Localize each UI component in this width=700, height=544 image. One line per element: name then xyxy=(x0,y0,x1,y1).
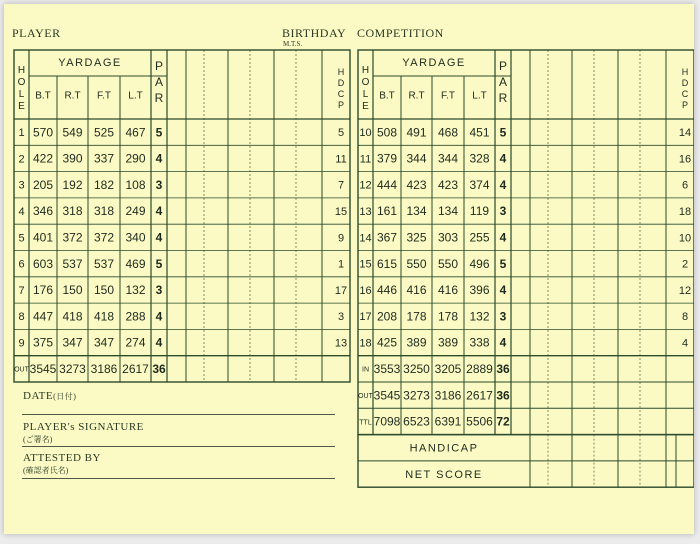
front-hole-number: 9 xyxy=(18,337,25,350)
back-hdcp-value: 18 xyxy=(678,205,692,218)
back-yardage-bt: 425 xyxy=(376,335,398,350)
back-par-value: 4 xyxy=(499,283,507,298)
front-out-rt: 3273 xyxy=(59,362,86,377)
back-yardage-ft: 344 xyxy=(437,151,459,166)
front-tee-header-ft: F.T xyxy=(97,90,111,102)
front-yardage-ft: 337 xyxy=(93,151,115,166)
back-yardage-ft: 134 xyxy=(437,204,459,219)
front-par-header: P A R xyxy=(154,59,164,105)
back-yardage-bt: 446 xyxy=(376,283,398,298)
back-yardage-bt: 161 xyxy=(376,204,398,219)
front-yardage-ft: 182 xyxy=(93,177,115,192)
front-hole-number: 6 xyxy=(18,258,25,271)
back-yardage-ft: 423 xyxy=(437,177,459,192)
front-yardage-bt: 570 xyxy=(32,125,54,140)
front-hole-number: 5 xyxy=(18,232,25,245)
front-hdcp-header: H D C P xyxy=(337,67,345,110)
back-yardage-rt: 389 xyxy=(406,335,427,350)
back-ttl-bt: 7098 xyxy=(373,414,401,429)
back-tee-header-lt: L.T xyxy=(472,90,487,102)
back-hole-number: 13 xyxy=(359,205,372,218)
front-out-par: 36 xyxy=(152,362,166,377)
back-hole-number: 11 xyxy=(359,153,372,166)
back-yardage-lt: 451 xyxy=(469,125,490,140)
front-yardage-lt: 288 xyxy=(125,309,146,324)
handicap-label: HANDICAP xyxy=(409,442,479,455)
front-yardage-bt: 447 xyxy=(32,309,54,324)
back-yardage-bt: 367 xyxy=(376,230,398,245)
front-yardage-lt: 340 xyxy=(125,230,146,245)
back-yardage-ft: 178 xyxy=(437,309,459,324)
back-yardage-rt: 550 xyxy=(406,256,427,271)
back-par-value: 4 xyxy=(499,335,507,350)
back-out-ft: 3186 xyxy=(434,388,462,403)
back-ttl-lt: 5506 xyxy=(466,414,493,429)
front-yardage-lt: 290 xyxy=(125,151,146,166)
player-label: PLAYER xyxy=(12,26,61,40)
back-out-lt: 2617 xyxy=(466,388,493,403)
back-hdcp-value: 8 xyxy=(681,311,689,324)
back-yardage-lt: 338 xyxy=(469,335,490,350)
back-yardage-lt: 132 xyxy=(469,309,490,324)
front-hdcp-value: 7 xyxy=(337,179,345,192)
back-out-label: OUT xyxy=(358,392,373,400)
front-yardage-bt: 205 xyxy=(32,177,54,192)
back-hole-number: 14 xyxy=(359,232,372,245)
front-yardage-ft: 150 xyxy=(93,283,115,298)
front-hole-header: H O L E xyxy=(17,65,26,112)
front-par-value: 5 xyxy=(155,256,163,271)
back-par-value: 3 xyxy=(499,204,507,219)
back-yardage-ft: 416 xyxy=(437,283,459,298)
back-out-par: 36 xyxy=(496,388,510,403)
date-text: DATE xyxy=(23,390,54,402)
front-yardage-bt: 176 xyxy=(32,283,54,298)
date-jp: (日付) xyxy=(53,392,77,401)
front-hdcp-value: 11 xyxy=(335,153,347,166)
front-out-ft: 3186 xyxy=(90,362,118,377)
front-hdcp-value: 3 xyxy=(337,311,345,324)
front-out-bt: 3545 xyxy=(29,362,57,377)
front-yardage-ft: 372 xyxy=(93,230,115,245)
front-tee-header-bt: B.T xyxy=(35,90,51,102)
front-hole-number: 8 xyxy=(18,311,25,324)
front-yardage-rt: 390 xyxy=(62,151,83,166)
front-par-value: 3 xyxy=(155,283,163,298)
back-hdcp-value: 16 xyxy=(678,153,692,166)
back-yardage-bt: 379 xyxy=(376,151,398,166)
back-out-rt: 3273 xyxy=(403,388,430,403)
mts-label: M.T.S. xyxy=(283,40,303,48)
front-hole-number: 7 xyxy=(18,284,25,297)
back-yardage-ft: 468 xyxy=(437,125,459,140)
back-hdcp-value: 4 xyxy=(681,337,689,350)
front-yardage-lt: 469 xyxy=(125,256,146,271)
front-yardage-ft: 347 xyxy=(93,335,115,350)
back-yardage-lt: 119 xyxy=(469,204,490,219)
back-par-value: 4 xyxy=(499,230,507,245)
date-label xyxy=(23,390,76,402)
front-yardage-bt: 401 xyxy=(32,230,54,245)
back-yardage-lt: 374 xyxy=(469,177,490,192)
back-out-bt: 3545 xyxy=(373,388,401,403)
front-par-value: 4 xyxy=(155,230,163,245)
front-hdcp-value: 15 xyxy=(334,205,348,218)
front-yardage-bt: 346 xyxy=(32,204,54,219)
back-hdcp-value: 14 xyxy=(678,127,692,140)
front-out-label: OUT xyxy=(14,366,29,374)
back-yardage-lt: 255 xyxy=(469,230,490,245)
back-hdcp-value: 10 xyxy=(678,232,692,245)
front-yardage-ft: 318 xyxy=(93,204,115,219)
back-yardage-lt: 396 xyxy=(469,283,490,298)
front-tee-header-rt: R.T xyxy=(64,90,81,102)
back-yardage-ft: 389 xyxy=(437,335,459,350)
front-tee-header-lt: L.T xyxy=(128,90,143,102)
front-yardage-lt: 249 xyxy=(125,204,146,219)
back-yardage-ft: 550 xyxy=(437,256,459,271)
player-signature-line[interactable] xyxy=(22,446,335,447)
back-par-value: 5 xyxy=(499,125,507,140)
score-grid xyxy=(4,4,694,534)
competition-label: COMPETITION xyxy=(357,26,444,40)
birthday-label: BIRTHDAY xyxy=(282,26,347,40)
back-hdcp-value: 12 xyxy=(678,284,692,297)
back-par-value: 5 xyxy=(499,256,507,271)
net-score-label: NET SCORE xyxy=(405,468,483,481)
attested-by-label: ATTESTED BY xyxy=(23,452,101,464)
front-yardage-bt: 422 xyxy=(32,151,54,166)
back-yardage-lt: 496 xyxy=(469,256,490,271)
back-par-header: P A R xyxy=(498,59,508,105)
front-yardage-rt: 150 xyxy=(62,283,83,298)
front-yardage-ft: 525 xyxy=(93,125,115,140)
front-yardage-lt: 132 xyxy=(125,283,146,298)
front-yardage-rt: 318 xyxy=(62,204,83,219)
front-hdcp-value: 1 xyxy=(337,258,345,271)
back-par-value: 4 xyxy=(499,151,507,166)
front-yardage-bt: 375 xyxy=(32,335,54,350)
attested-by-jp: (確認者氏名) xyxy=(23,466,69,475)
back-hole-number: 18 xyxy=(359,337,372,350)
back-par-value: 4 xyxy=(499,177,507,192)
back-yardage-lt: 328 xyxy=(469,151,490,166)
back-ttl-rt: 6523 xyxy=(403,414,430,429)
back-ttl-par: 72 xyxy=(496,414,510,429)
back-yardage-header: YARDAGE xyxy=(402,56,466,69)
back-yardage-rt: 134 xyxy=(406,204,427,219)
front-par-value: 4 xyxy=(155,204,163,219)
back-yardage-bt: 508 xyxy=(376,125,398,140)
front-yardage-header: YARDAGE xyxy=(58,56,122,69)
back-in-lt: 2889 xyxy=(466,362,493,377)
player-signature-label: PLAYER's SIGNATURE xyxy=(23,421,144,433)
back-hole-number: 17 xyxy=(359,311,372,324)
back-par-value: 3 xyxy=(499,309,507,324)
back-yardage-rt: 178 xyxy=(406,309,427,324)
front-yardage-rt: 372 xyxy=(62,230,83,245)
front-yardage-rt: 347 xyxy=(62,335,83,350)
front-hole-number: 3 xyxy=(18,179,25,192)
back-yardage-bt: 208 xyxy=(376,309,398,324)
back-yardage-ft: 303 xyxy=(437,230,459,245)
front-yardage-lt: 108 xyxy=(125,177,146,192)
attested-by-line[interactable] xyxy=(22,478,335,479)
back-ttl-label: TTL xyxy=(359,419,372,427)
front-yardage-rt: 418 xyxy=(62,309,83,324)
back-yardage-rt: 344 xyxy=(406,151,427,166)
front-par-value: 4 xyxy=(155,309,163,324)
front-hole-number: 2 xyxy=(18,153,25,166)
back-tee-header-bt: B.T xyxy=(379,90,395,102)
back-ttl-ft: 6391 xyxy=(434,414,462,429)
front-yardage-lt: 274 xyxy=(125,335,146,350)
front-yardage-rt: 549 xyxy=(62,125,83,140)
back-yardage-bt: 615 xyxy=(376,256,398,271)
scorecard xyxy=(4,4,694,534)
back-in-rt: 3250 xyxy=(403,362,430,377)
back-hole-number: 16 xyxy=(359,284,372,297)
front-par-value: 3 xyxy=(155,177,163,192)
front-hole-number: 4 xyxy=(18,205,25,218)
front-par-value: 4 xyxy=(155,335,163,350)
front-yardage-bt: 603 xyxy=(32,256,54,271)
back-yardage-rt: 491 xyxy=(406,125,427,140)
front-hole-number: 1 xyxy=(18,127,25,140)
back-in-ft: 3205 xyxy=(434,362,462,377)
back-yardage-rt: 416 xyxy=(406,283,427,298)
front-hdcp-value: 13 xyxy=(334,337,348,350)
front-hdcp-value: 9 xyxy=(337,232,345,245)
back-yardage-bt: 444 xyxy=(376,177,398,192)
back-yardage-rt: 423 xyxy=(406,177,427,192)
back-in-label: IN xyxy=(362,366,369,374)
back-hole-number: 12 xyxy=(359,179,372,192)
front-par-value: 5 xyxy=(155,125,163,140)
front-yardage-ft: 537 xyxy=(93,256,115,271)
front-yardage-rt: 537 xyxy=(62,256,83,271)
front-yardage-rt: 192 xyxy=(62,177,83,192)
front-out-lt: 2617 xyxy=(122,362,149,377)
back-tee-header-ft: F.T xyxy=(441,90,455,102)
back-yardage-rt: 325 xyxy=(406,230,427,245)
back-hole-header: H O L E xyxy=(361,65,370,112)
back-in-bt: 3553 xyxy=(373,362,401,377)
back-tee-header-rt: R.T xyxy=(408,90,425,102)
front-hdcp-value: 17 xyxy=(334,284,348,297)
front-yardage-ft: 418 xyxy=(93,309,115,324)
back-hole-number: 10 xyxy=(359,127,372,140)
back-hdcp-value: 2 xyxy=(681,258,689,271)
back-hdcp-value: 6 xyxy=(681,179,689,192)
player-signature-jp: (ご署名) xyxy=(23,435,53,444)
back-hole-number: 15 xyxy=(359,258,372,271)
front-par-value: 4 xyxy=(155,151,163,166)
front-hdcp-value: 5 xyxy=(337,127,345,140)
back-hdcp-header: H D C P xyxy=(681,67,689,110)
back-in-par: 36 xyxy=(496,362,510,377)
date-line[interactable] xyxy=(22,414,335,415)
front-yardage-lt: 467 xyxy=(125,125,146,140)
